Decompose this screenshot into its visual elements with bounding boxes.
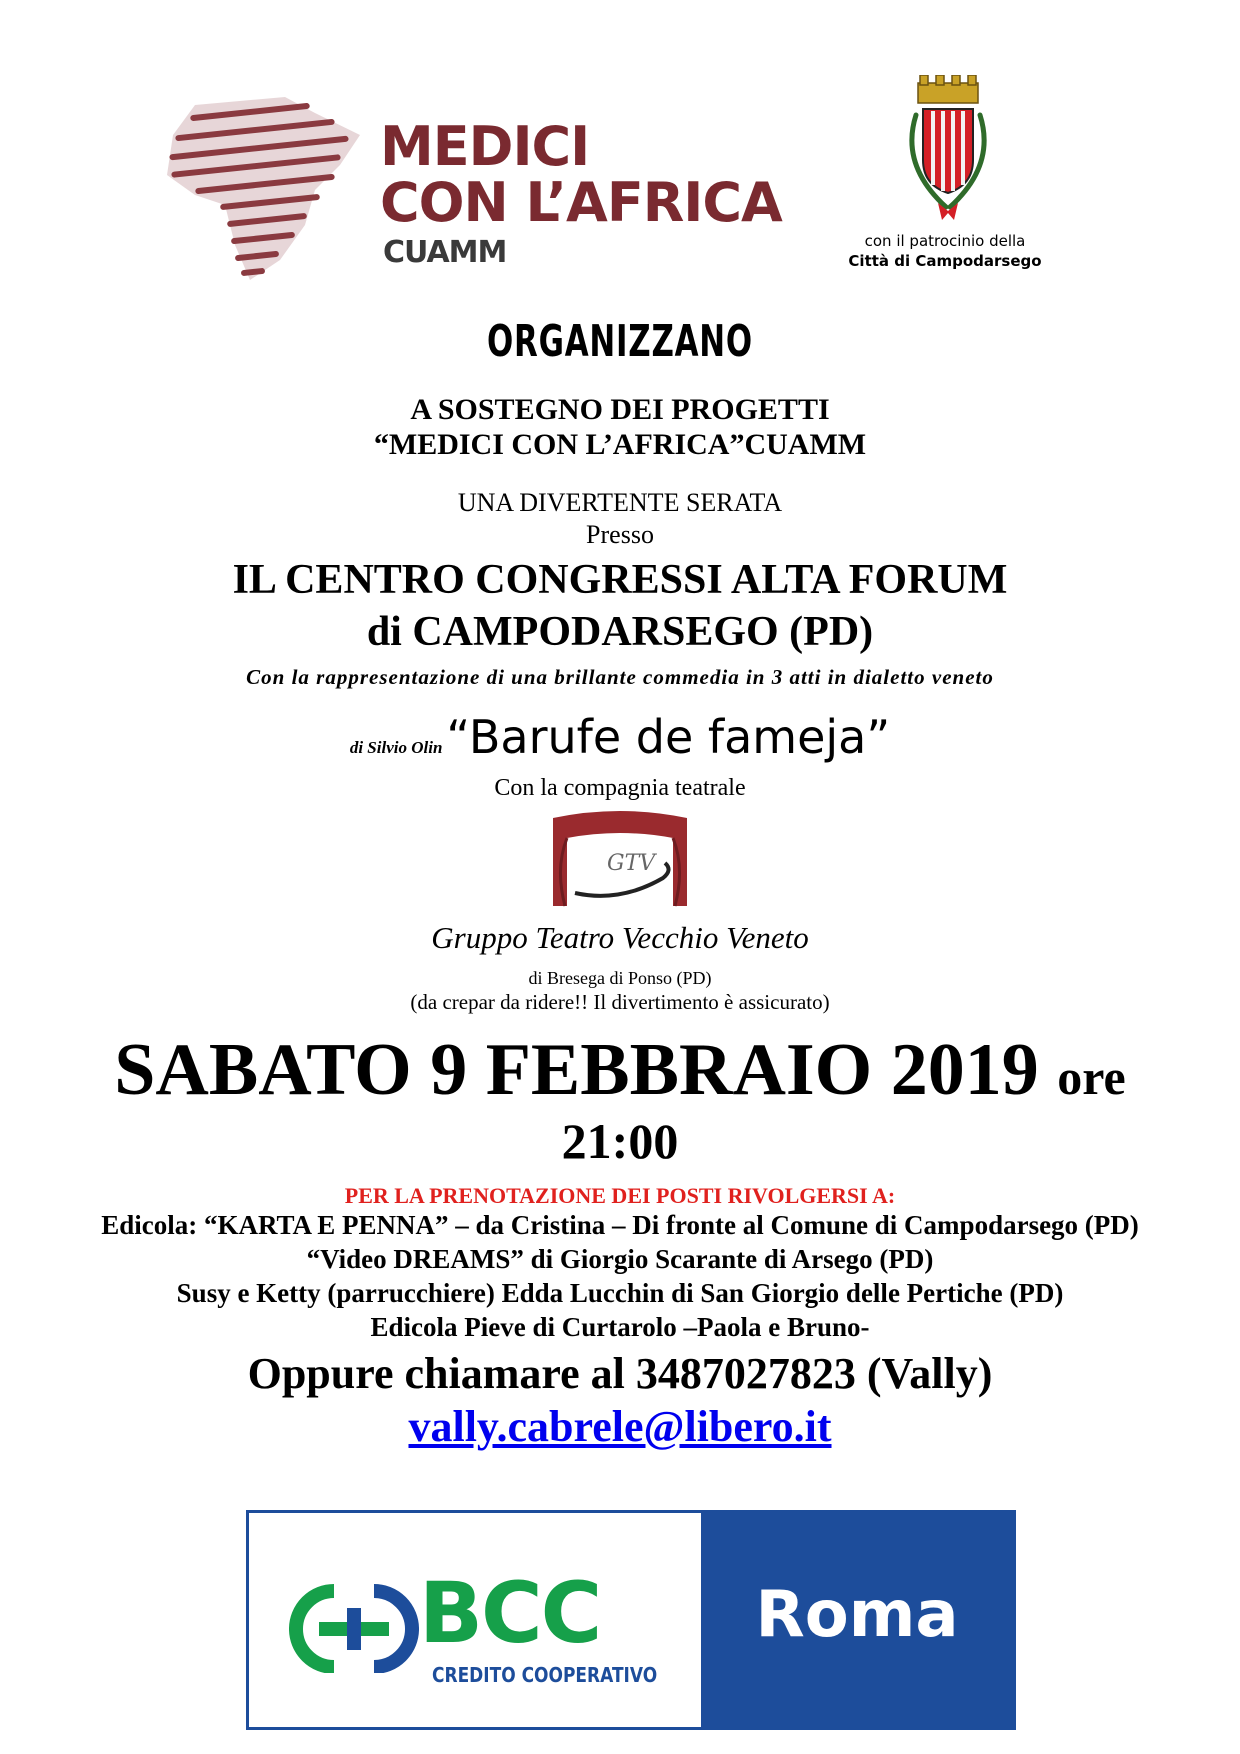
booking-point: Edicola Pieve di Curtarolo –Paola e Bruno- xyxy=(370,1312,870,1342)
logo-line-2: CON L’AFRICA xyxy=(380,171,782,234)
serata-text: UNA DIVERTENTE SERATA xyxy=(457,488,783,517)
email-link[interactable]: vally.cabrele@libero.it xyxy=(408,1402,832,1451)
booking-point: Susy e Ketty (parrucchiere) Edda Lucchin di San Giorgio delle Pertiche (PD) xyxy=(176,1278,1064,1308)
note-text: (da crepar da ridere!! Il divertimento è assicurato) xyxy=(410,990,830,1014)
play-title: “Barufe de fameja” xyxy=(446,710,891,764)
event-date xyxy=(0,1028,1240,1113)
ore-label: ore xyxy=(1057,1049,1126,1105)
booking-point: Edicola: “KARTA E PENNA” – da Cristina – Di fronte al Comune di Campodarsego (PD) xyxy=(101,1210,1139,1240)
play-title-line xyxy=(0,710,1240,764)
booking-point: “Video DREAMS” di Giorgio Scarante di Arsego (PD) xyxy=(306,1244,934,1274)
rappresentazione-text: Con la rappresentazione di una brillante commedia in 3 atti in dialetto veneto xyxy=(246,665,994,689)
compagnia-intro: Con la compagnia teatrale xyxy=(494,775,746,801)
sponsor-banner xyxy=(246,1510,1016,1730)
venue-line-2: di CAMPODARSEGO (PD) xyxy=(366,609,874,655)
sostegno-line-2: “MEDICI CON L’AFRICA”CUAMM xyxy=(373,428,867,461)
bcc-logo-icon xyxy=(289,1583,419,1673)
logo-line-3: CUAMM xyxy=(383,235,507,270)
coat-of-arms-icon xyxy=(888,75,1008,225)
logo-line-1: MEDICI xyxy=(380,115,590,178)
organizzano-heading: ORGANIZZANO xyxy=(487,316,753,367)
phone-line: Oppure chiamare al 3487027823 (Vally) xyxy=(247,1349,993,1398)
patrocinio-city: Città di Campodarsego xyxy=(848,252,1042,270)
event-time: 21:00 xyxy=(561,1113,679,1169)
svg-text:GTV: GTV xyxy=(607,851,656,876)
prenotazione-heading: PER LA PRENOTAZIONE DEI POSTI RIVOLGERSI A: xyxy=(344,1183,896,1208)
event-date-text: SABATO 9 FEBBRAIO 2019 xyxy=(114,1029,1039,1111)
africa-logo-icon xyxy=(165,95,365,285)
compagnia-luogo: di Bresega di Ponso (PD) xyxy=(528,968,712,988)
bcc-subtitle: CREDITO COOPERATIVO xyxy=(432,1663,658,1687)
compagnia-name: Gruppo Teatro Vecchio Veneto xyxy=(431,920,809,955)
presso-text: Presso xyxy=(586,520,654,549)
sponsor-banner-left xyxy=(249,1513,701,1727)
theatre-logo-icon xyxy=(545,808,695,913)
venue-line-1: IL CENTRO CONGRESSI ALTA FORUM xyxy=(232,557,1008,603)
play-author: di Silvio Olin xyxy=(349,738,443,757)
sostegno-line-1: A SOSTEGNO DEI PROGETTI xyxy=(410,393,830,426)
patrocinio-text: con il patrocinio della xyxy=(864,232,1026,250)
bcc-name: BCC xyxy=(419,1564,601,1662)
sponsor-banner-right xyxy=(701,1513,1013,1727)
bcc-city: Roma xyxy=(755,1578,959,1652)
